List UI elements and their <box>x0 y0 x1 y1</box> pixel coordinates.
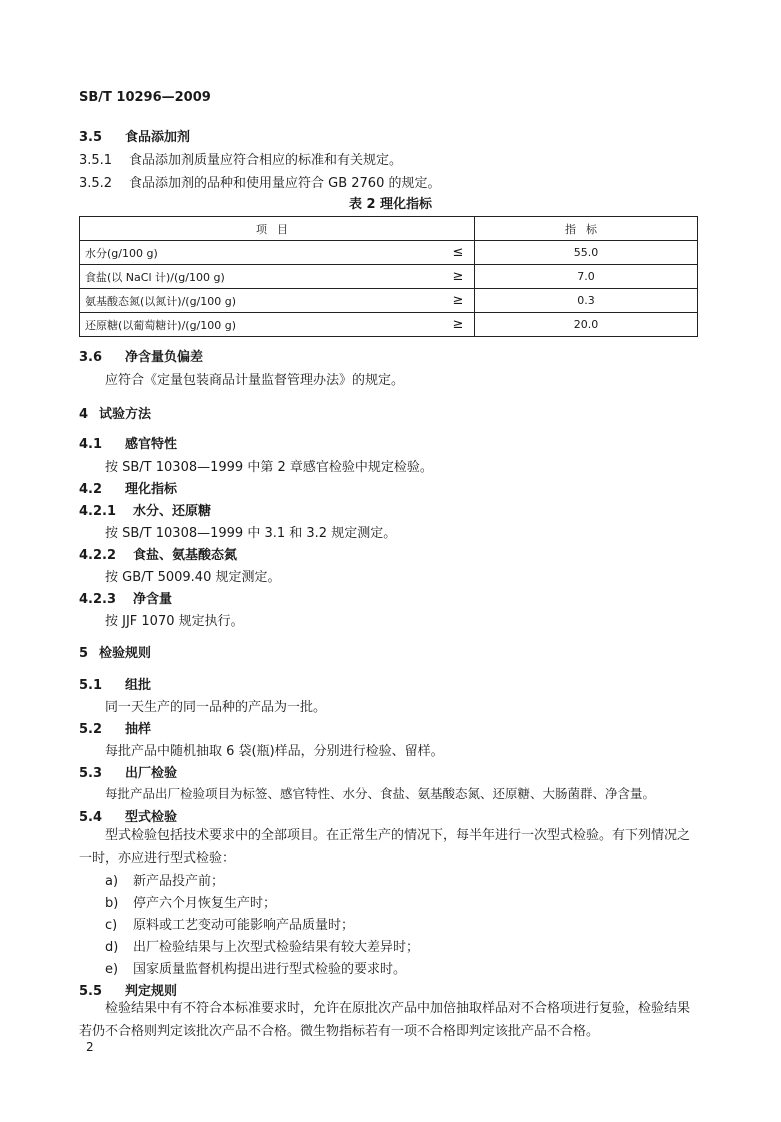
section-number: 4.1 <box>79 437 103 452</box>
row-item: 食盐(以 NaCl 计)/(g/100 g) <box>80 265 443 289</box>
list-item <box>105 936 419 955</box>
list-text: 新产品投产前； <box>133 874 225 889</box>
clause-3-5-1 <box>79 149 402 168</box>
chapter-4 <box>79 403 151 422</box>
section-number: 5.1 <box>79 678 103 693</box>
chapter-title: 检验规则 <box>99 646 152 661</box>
table-caption: 表 2 理化指标 <box>348 197 433 212</box>
clause-3-5-2 <box>79 172 440 191</box>
column-header-value: 指标 <box>475 217 698 241</box>
section-4-2 <box>79 478 177 497</box>
list-marker: e) <box>105 962 119 977</box>
clause-text: 食品添加剂的品种和使用量应符合 GB 2760 的规定。 <box>129 176 441 191</box>
row-comparator: ≤ <box>442 241 475 265</box>
table-header-row <box>80 217 698 241</box>
list-text: 停产六个月恢复生产时； <box>133 896 277 911</box>
section-number: 4.2.1 <box>79 504 117 519</box>
chapter-5 <box>79 642 151 661</box>
section-title: 判定规则 <box>125 984 178 999</box>
row-item: 水分(g/100 g) <box>80 241 443 265</box>
paragraph: 每批产品中随机抽取 6 袋(瓶)样品，分别进行检验、留样。 <box>105 744 444 759</box>
section-title: 出厂检验 <box>125 766 178 781</box>
clause-number: 3.5.2 <box>79 176 113 191</box>
clause-text: 食品添加剂质量应符合相应的标准和有关规定。 <box>129 153 403 168</box>
section-number: 5.3 <box>79 766 103 781</box>
row-value: 0.3 <box>475 289 698 313</box>
row-comparator: ≥ <box>442 265 475 289</box>
table-row <box>80 313 698 337</box>
section-title: 水分、还原糖 <box>133 504 212 519</box>
column-header-item: 项目 <box>80 217 475 241</box>
section-3-5 <box>79 126 190 145</box>
section-title: 感官特性 <box>125 437 178 452</box>
chapter-number: 5 <box>79 646 89 661</box>
clause-number: 3.5.1 <box>79 153 113 168</box>
list-item <box>105 892 276 911</box>
list-text: 国家质量监督机构提出进行型式检验的要求时。 <box>133 962 407 977</box>
list-item <box>105 958 406 977</box>
table-row <box>80 289 698 313</box>
paragraph: 检验结果中有不符合本标准要求时，允许在原批次产品中加倍抽取样品对不合格项进行复验，检验结果若仍不合格则判定该批次产品不合格。微生物指标若有一项不合格即判定该批产品不合格。 <box>79 1001 691 1039</box>
page-number: 2 <box>86 1040 94 1054</box>
chapter-number: 4 <box>79 407 89 422</box>
list-item <box>105 870 224 889</box>
list-marker: c) <box>105 918 118 933</box>
paragraph: 型式检验包括技术要求中的全部项目。在正常生产的情况下，每半年进行一次型式检验。有下列情况之一时，亦应进行型式检验： <box>79 828 691 866</box>
paragraph: 每批产品出厂检验项目为标签、感官特性、水分、食盐、氨基酸态氮、还原糖、大肠菌群、净含量。 <box>105 786 656 801</box>
section-number: 5.4 <box>79 810 103 825</box>
paragraph: 按 SB/T 10308—1999 中第 2 章感官检验中规定检验。 <box>105 460 433 475</box>
section-number: 4.2.3 <box>79 592 117 607</box>
paragraph: 按 GB/T 5009.40 规定测定。 <box>105 570 281 585</box>
row-comparator: ≥ <box>442 289 475 313</box>
section-4-1 <box>79 433 177 452</box>
section-3-6 <box>79 346 203 365</box>
chapter-title: 试验方法 <box>99 407 152 422</box>
section-number: 4.2 <box>79 482 103 497</box>
section-5-2 <box>79 718 151 737</box>
section-5-3 <box>79 762 177 781</box>
section-4-2-1 <box>79 500 211 519</box>
physicochemical-table <box>79 216 698 337</box>
section-number: 3.5 <box>79 130 103 145</box>
paragraph: 应符合《定量包装商品计量监督管理办法》的规定。 <box>105 373 405 388</box>
paragraph: 按 SB/T 10308—1999 中 3.1 和 3.2 规定测定。 <box>105 526 397 541</box>
list-marker: a) <box>105 874 119 889</box>
section-5-4 <box>79 806 177 825</box>
section-number: 5.2 <box>79 722 103 737</box>
section-title: 净含量负偏差 <box>125 350 204 365</box>
section-number: 4.2.2 <box>79 548 117 563</box>
section-title: 食品添加剂 <box>125 130 191 145</box>
section-title: 食盐、氨基酸态氮 <box>133 548 238 563</box>
section-title: 型式检验 <box>125 810 178 825</box>
section-5-1 <box>79 674 151 693</box>
standard-code: SB/T 10296—2009 <box>79 90 211 105</box>
table-row <box>80 265 698 289</box>
section-number: 3.6 <box>79 350 103 365</box>
row-value: 7.0 <box>475 265 698 289</box>
list-item <box>105 914 354 933</box>
list-text: 出厂检验结果与上次型式检验结果有较大差异时； <box>133 940 420 955</box>
row-comparator: ≥ <box>442 313 475 337</box>
paragraph: 按 JJF 1070 规定执行。 <box>105 614 244 629</box>
row-value: 55.0 <box>475 241 698 265</box>
section-4-2-2 <box>79 544 237 563</box>
section-title: 理化指标 <box>125 482 178 497</box>
paragraph: 同一天生产的同一品种的产品为一批。 <box>105 700 327 715</box>
section-title: 组批 <box>125 678 152 693</box>
section-title: 抽样 <box>125 722 152 737</box>
list-marker: d) <box>105 940 119 955</box>
list-marker: b) <box>105 896 119 911</box>
table-row <box>80 241 698 265</box>
list-text: 原料或工艺变动可能影响产品质量时； <box>133 918 355 933</box>
row-item: 还原糖(以葡萄糖计)/(g/100 g) <box>80 313 443 337</box>
section-number: 5.5 <box>79 984 103 999</box>
row-item: 氨基酸态氮(以氮计)/(g/100 g) <box>80 289 443 313</box>
section-4-2-3 <box>79 588 172 607</box>
row-value: 20.0 <box>475 313 698 337</box>
section-title: 净含量 <box>133 592 173 607</box>
